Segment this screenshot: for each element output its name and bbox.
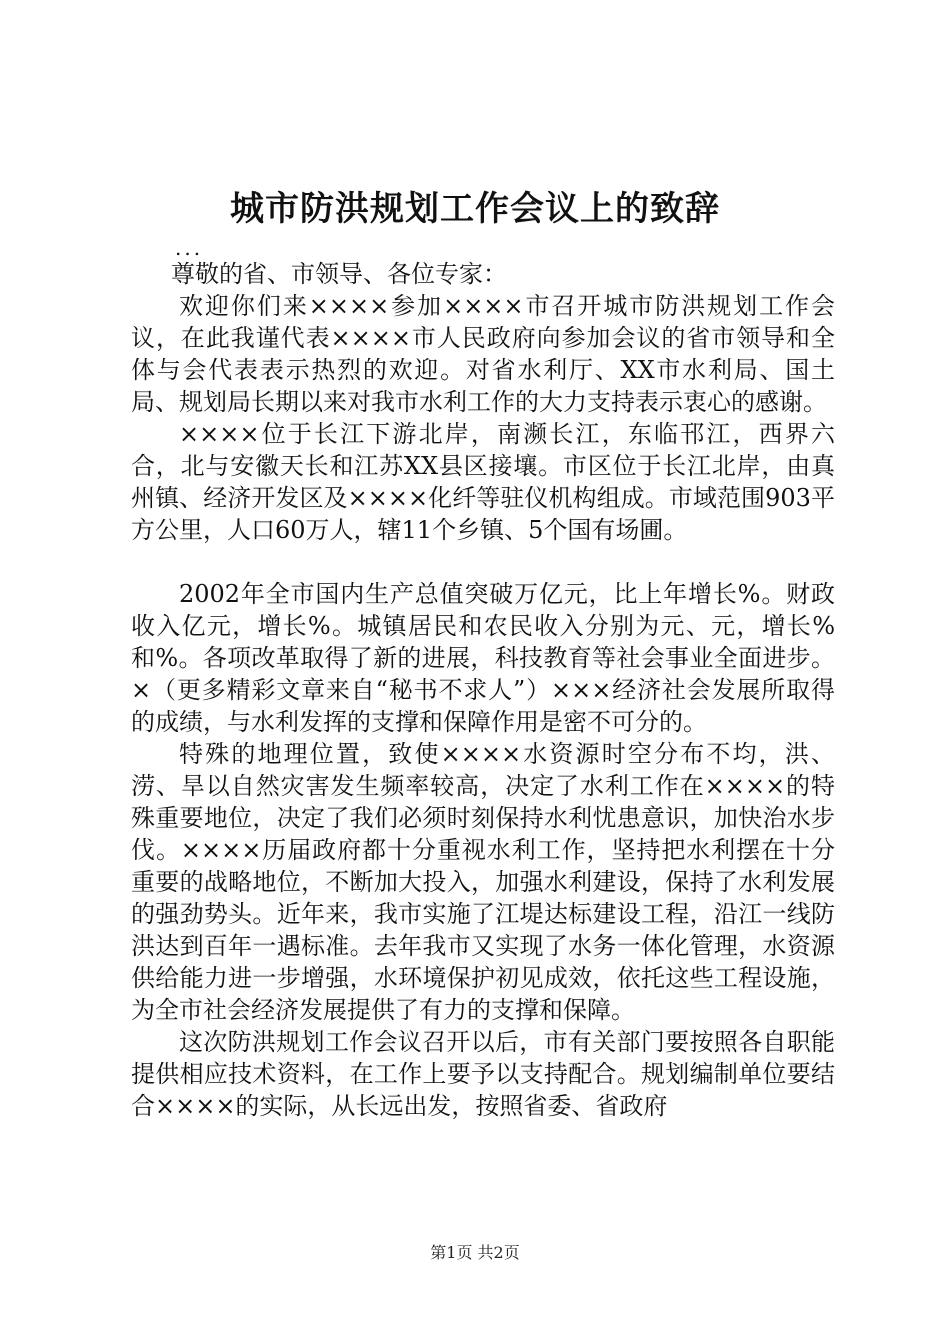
paragraph-geography: ××××位于长江下游北岸，南濒长江，东临邗江，西界六合，北与安徽天长和江苏XX县区接壤。市区位于长江北岸，由真州镇、经济开发区及××××化纤等驻仪机构组成。市域范围903平方公里，人口60万人，辖11个乡镇、5个国有场圃。 bbox=[131, 420, 835, 544]
document-title: 城市防洪规划工作会议上的致辞 bbox=[230, 189, 720, 229]
page-indicator: 第1页 共2页 bbox=[430, 1243, 520, 1262]
ellipsis-marker: ... bbox=[175, 236, 204, 260]
paragraph-welcome: 欢迎你们来××××参加××××市召开城市防洪规划工作会议，在此我谨代表××××市人民政府向参加会议的省市领导和全体与会代表表示热烈的欢迎。对省水利厅、XX市水利局、国土局、规划局长期以来对我市水利工作的大力支持表示衷心的感谢。 bbox=[131, 292, 835, 416]
document-body bbox=[131, 258, 835, 1122]
salutation: 尊敬的省、市领导、各位专家： bbox=[171, 260, 507, 288]
paragraph-meeting: 这次防洪规划工作会议召开以后，市有关部门要按照各自职能提供相应技术资料，在工作上要予以支持配合。规划编制单位要结合××××的实际，从长远出发，按照省委、省政府 bbox=[131, 1028, 835, 1120]
paragraph-water-conservancy: 特殊的地理位置，致使××××水资源时空分布不均，洪、涝、旱以自然灾害发生频率较高，决定了水利工作在××××的特殊重要地位，决定了我们必须时刻保持水利忧患意识，加快治水步伐。××××历届政府都十分重视水利工作，坚持把水利摆在十分重要的战略地位，不断加大投入，加强水利建设，保持了水利发展的强劲势头。近年来，我市实施了江堤达标建设工程，沿江一线防洪达到百年一遇标准。去年我市又实现了水务一体化管理，水资源供给能力进一步增强，水环境保护初见成效，依托这些工程设施，为全市社会经济发展提供了有力的支撑和保障。 bbox=[131, 740, 835, 1024]
paragraph-economy: 2002年全市国内生产总值突破万亿元，比上年增长%。财政收入亿元，增长%。城镇居民和农民收入分别为元、元，增长%和%。各项改革取得了新的进展，科技教育等社会事业全面进步。×（更多精彩文章来自“秘书不求人”）×××经济社会发展所取得的成绩，与水利发挥的支撑和保障作用是密不可分的。 bbox=[131, 580, 835, 736]
